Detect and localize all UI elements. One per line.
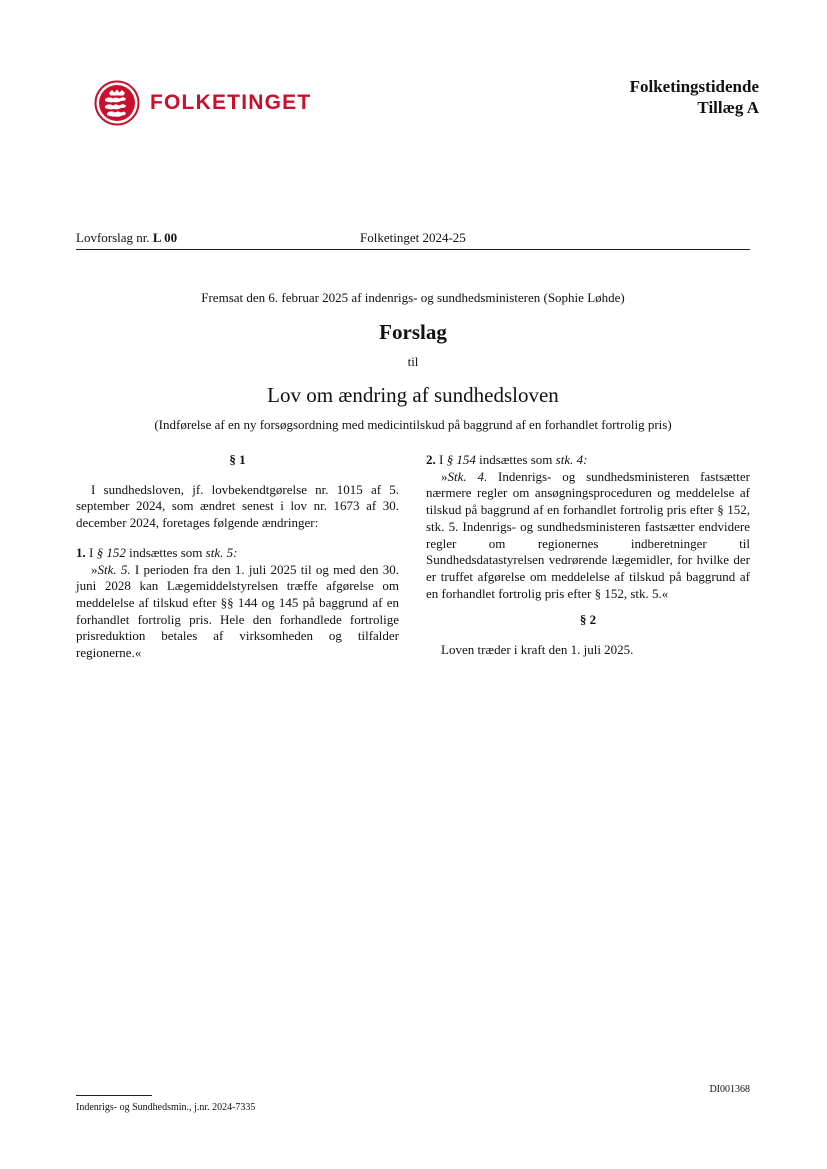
bill-number: L 00 (152, 230, 178, 245)
document-id: DI001368 (709, 1084, 750, 1095)
footnote-divider (76, 1095, 152, 1096)
folketinget-logo (94, 80, 311, 126)
law-subtitle: (Indførelse af en ny forsøgsordning med medicintilskud på baggrund af en forhandlet fortrolig pris) (154, 417, 672, 432)
section-1-heading: § 1 (229, 452, 246, 467)
amendment-2-text: »Stk. 4. Indenrigs- og sundhedsministeren fastsætter nærmere regler om ansøgningsproceduren og meddelelse af tilskud på baggrund af en forhandlet fortrolig pris efter § 152, stk. 5. Indenrigs- og sundhedsministeren fastsætter endvidere regler om regionernes indberetninger til Sundhedsdatastyrelsen vedrørende lægemidler, for hvilke der er truffet afgørelse om meddelelse af tilskud på baggrund af en forhandlet fortrolig pris efter § 152, stk. 5.« (426, 468, 750, 601)
publication-supplement: Tillæg A (697, 98, 759, 117)
amendment-2-stk: stk. 4: (555, 452, 588, 467)
danish-coat-of-arms-icon (94, 80, 140, 126)
amendment-2-number: 2. (426, 452, 436, 467)
bill-prefix: Lovforslag nr. (76, 230, 153, 245)
publication-block (630, 76, 759, 118)
amendment-1-text: »Stk. 5. I perioden fra den 1. juli 2025 til og med den 30. juni 2028 kan Lægemiddelstyrelsen træffe afgørelse om meddelelse af tilskud efter §§ 144 og 145 på baggrund af en forhandlet fortrolig pris. Hele den forhandlede fortrolige prisreduktion betales af virksomheden og tilfalder regionerne.« (76, 561, 399, 661)
amendment-1-ref: § 152 (96, 544, 126, 560)
amendment-2-ref: § 154 (446, 452, 476, 467)
bill-number-label (76, 230, 177, 246)
page-heading: Forslag (379, 320, 447, 344)
header-divider (76, 249, 750, 250)
publication-name: Folketingstidende (629, 77, 759, 96)
law-title: Lov om ændring af sundhedsloven (267, 383, 559, 407)
amendment-1-lead: 1. I § 152 indsættes som stk. 5: (76, 544, 238, 560)
heading-connector: til (407, 354, 419, 369)
session-label: Folketinget 2024-25 (360, 230, 466, 245)
section-2-heading: § 2 (579, 612, 597, 628)
footnote: Indenrigs- og Sundhedsmin., j.nr. 2024-7335 (76, 1102, 256, 1113)
presented-line: Fremsat den 6. februar 2025 af indenrigs- og sundhedsministeren (Sophie Løhde) (201, 290, 625, 305)
amendment-1-stk: stk. 5: (205, 544, 238, 560)
amendment-2-lead: 2. I § 154 indsættes som stk. 4: (426, 452, 588, 467)
section-2-text: Loven træder i kraft den 1. juli 2025. (441, 642, 634, 658)
section-1-intro: I sundhedsloven, jf. lovbekendtgørelse nr. 1015 af 5. september 2024, som ændret senest i lov nr. 1673 af 30. december 2024, foretages følgende ændringer: (76, 481, 399, 531)
logo-wordmark: FOLKETINGET (150, 91, 312, 114)
left-column (76, 452, 399, 662)
right-column (426, 452, 750, 659)
amendment-1-number: 1. (76, 544, 86, 560)
